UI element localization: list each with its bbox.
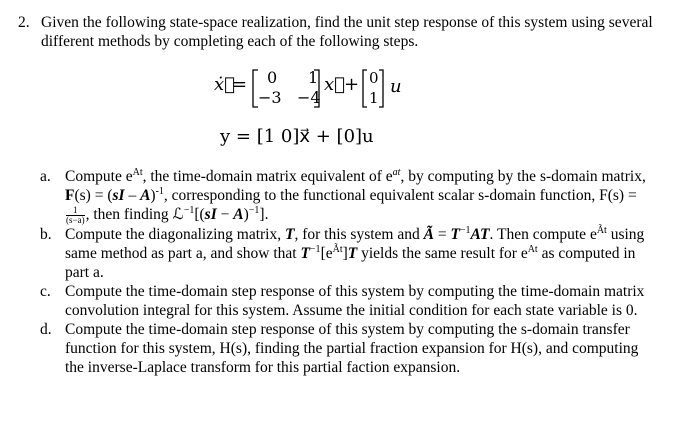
part-d-text: Compute the time-domain step response of this system by computing the s-domain transfer function for this system, H(s), finding the partial fraction expansion for H(s), and computing the inverse-Laplace transform for this partial faction expansion. — [65, 320, 639, 376]
matrix-a-21: −3 — [258, 88, 282, 107]
part-c — [18, 282, 658, 320]
parts-list — [18, 167, 658, 377]
matrix-a-12: 1 — [308, 68, 319, 87]
output-equation: y = [1 0]x⃗ + [0]u — [220, 126, 374, 147]
fraction: $\frac{1}{(s-a)}$ — [66, 204, 85, 225]
equals-sign: = — [232, 74, 248, 95]
part-c-text: Compute the time-domain step response of this system by computing the time-domain matrix convolution integral for this system. Assume the initial condition for each state variable is 0. — [65, 282, 645, 319]
input-u: u — [390, 76, 402, 97]
state-vector: x⃗ — [324, 74, 345, 95]
state-equation — [210, 60, 450, 110]
matrix-b-1: 0 — [369, 69, 379, 87]
part-b-letter: b. — [40, 225, 52, 243]
matrix-b-2: 1 — [369, 89, 379, 107]
matrix-a-22: −4 — [297, 88, 321, 107]
part-b-text: Compute the diagonalizing matrix, T, for this system and Ã = $T^{-1}AT$. Then compute $e^{Ãt}$ using same method as part a, and show that $T^{-1}[e^{Ãt}]T$ yields the same result for $e^{At}$ as computed in part a. — [65, 224, 645, 281]
problem-2 — [18, 13, 668, 51]
matrix-b-left-bracket — [363, 70, 367, 107]
plus-sign: + — [344, 74, 360, 95]
part-c-letter: c. — [40, 282, 51, 300]
part-a-letter: a. — [40, 168, 51, 185]
part-a-text: Compute $e^{At}$, the time-domain matrix equivalent of $e^{at}$, by computing by the s-domain matrix, F(s) = (sI – A)$^{-1}$, corresponding to the functional equivalent scalar s-domain function, F(s) = $\frac{1}{(s-a)}$ , then finding ℒ$^{-1}$[(sI − A)$^{-1}$]. — [65, 166, 646, 225]
problem-number: 2. — [18, 14, 30, 31]
part-d — [18, 320, 658, 377]
matrix-a-11: 0 — [267, 68, 278, 87]
matrix-b-right-bracket — [379, 70, 383, 107]
problem-intro: Given the following state-space realization, find the unit step response of this system using several different methods by completing each of the following steps. — [41, 14, 653, 50]
state-derivative: ẋ⃗ — [214, 74, 235, 95]
part-b — [18, 225, 658, 282]
part-d-letter: d. — [40, 320, 52, 338]
part-a — [18, 167, 658, 225]
